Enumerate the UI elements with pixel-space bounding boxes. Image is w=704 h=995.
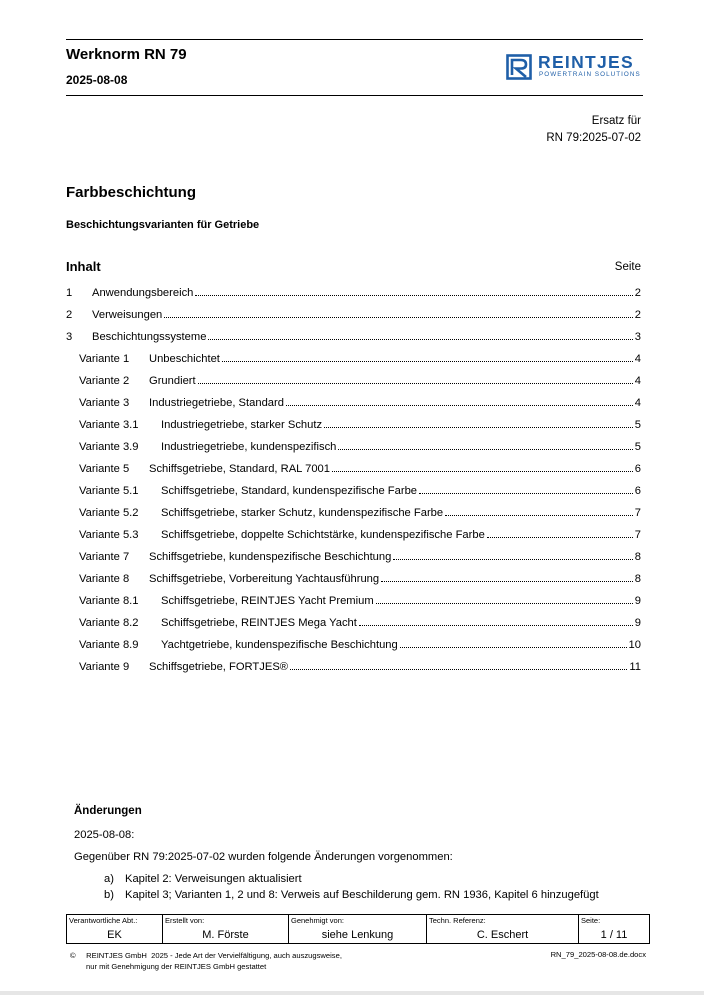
toc-entry-page: 2 <box>634 287 641 299</box>
footer-cell-value: 1 / 11 <box>600 929 628 941</box>
toc-entry-page: 5 <box>634 419 641 431</box>
copyright-notice <box>70 950 342 972</box>
footer-cell-value: siehe Lenkung <box>321 929 394 941</box>
footer-cell-label: Techn. Referenz: <box>429 916 486 925</box>
toc-entry-number: Variante 9 <box>79 661 130 673</box>
footer-cell-page <box>579 915 649 943</box>
replaces-block <box>546 113 641 147</box>
toc-entry-number: Variante 7 <box>79 551 130 563</box>
toc-entry-page: 8 <box>634 551 641 563</box>
toc-entry-label: Industriegetriebe, kundenspezifisch <box>161 441 337 453</box>
change-item <box>104 889 599 901</box>
toc-entry-label: Industriegetriebe, starker Schutz <box>161 419 323 431</box>
toc-entry[interactable] <box>79 505 641 521</box>
toc-entry-page: 3 <box>634 331 641 343</box>
footer-cell-label: Seite: <box>581 916 601 925</box>
toc-entry-number: Variante 8.1 <box>79 595 139 607</box>
toc-entry-label: Anwendungsbereich <box>92 287 194 299</box>
toc-leader-dots <box>445 505 633 516</box>
logo-wordmark: REINTJES <box>538 52 634 72</box>
norm-title: Werknorm RN 79 <box>66 46 187 63</box>
toc-entry[interactable] <box>79 527 641 543</box>
document-filename: RN_79_2025-08-08.de.docx <box>550 950 646 959</box>
toc-entry[interactable] <box>79 659 641 675</box>
toc-entry-number: Variante 5 <box>79 463 130 475</box>
toc-entry-page: 9 <box>634 595 641 607</box>
toc-entry-label: Schiffsgetriebe, Standard, kundenspezifische Farbe <box>161 485 418 497</box>
copyright-line: © REINTJES GmbH 2025 - Jede Art der Vervielfältigung, auch auszugsweise, <box>70 951 342 960</box>
toc-entry-number: 3 <box>66 331 73 343</box>
toc-leader-dots <box>376 593 633 604</box>
toc-entry[interactable] <box>66 307 641 323</box>
toc-entry-label: Unbeschichtet <box>149 353 220 365</box>
page-edge-shadow <box>0 991 704 995</box>
change-item-text: Kapitel 2: Verweisungen aktualisiert <box>125 873 302 885</box>
toc-entry-page: 6 <box>634 485 641 497</box>
changes-date: 2025-08-08: <box>74 829 135 841</box>
replaces-label: Ersatz für <box>591 115 641 127</box>
toc-leader-dots <box>222 351 633 362</box>
toc-entry[interactable] <box>79 615 641 631</box>
toc-entry[interactable] <box>79 593 641 609</box>
toc-entry[interactable] <box>79 373 641 389</box>
toc-entry-label: Schiffsgetriebe, doppelte Schichtstärke, kundenspezifische Farbe <box>161 529 485 541</box>
toc-entry[interactable] <box>66 329 641 345</box>
toc-heading: Inhalt <box>66 259 101 274</box>
toc-leader-dots <box>338 439 632 450</box>
footer-cell-label: Erstellt von: <box>165 916 205 925</box>
document-title: Farbbeschichtung <box>66 184 197 201</box>
change-item <box>104 873 302 885</box>
toc-entry-number: Variante 8 <box>79 573 130 585</box>
toc-leader-dots <box>419 483 633 494</box>
toc-entry-page: 2 <box>634 309 641 321</box>
footer-cell-created-by <box>163 915 289 943</box>
toc-page-column-label: Seite <box>614 261 641 273</box>
toc-leader-dots <box>393 549 632 560</box>
company-logo <box>506 54 646 82</box>
toc-entry-page: 7 <box>634 529 641 541</box>
toc-entry-number: Variante 5.3 <box>79 529 139 541</box>
toc-entry-label: Industriegetriebe, Standard <box>149 397 284 409</box>
toc-entry[interactable] <box>79 571 641 587</box>
toc-entry[interactable] <box>79 417 641 433</box>
change-item-text: Kapitel 3; Varianten 1, 2 und 8: Verweis auf Beschilderung gem. RN 1936, Kapitel 6 hinzugefügt <box>125 889 599 901</box>
toc-entry-page: 4 <box>634 353 641 365</box>
toc-entry-number: Variante 2 <box>79 375 130 387</box>
toc-entry-number: Variante 5.1 <box>79 485 139 497</box>
footer-cell-department <box>67 915 163 943</box>
reintjes-logo-icon <box>506 54 532 80</box>
toc-leader-dots <box>290 659 627 670</box>
toc-entry-page: 10 <box>628 639 641 651</box>
footer-cell-value: M. Förste <box>202 929 249 941</box>
toc-leader-dots <box>198 373 633 384</box>
toc-leader-dots <box>286 395 633 406</box>
document-subtitle: Beschichtungsvarianten für Getriebe <box>66 219 260 231</box>
toc-entry-number: Variante 3.1 <box>79 419 139 431</box>
toc-entry-label: Schiffsgetriebe, Standard, RAL 7001 <box>149 463 330 475</box>
toc-entry-page: 9 <box>634 617 641 629</box>
toc-entry[interactable] <box>79 461 641 477</box>
toc-entry-number: 1 <box>66 287 73 299</box>
toc-leader-dots <box>487 527 633 538</box>
header-bottom-rule <box>66 95 643 96</box>
toc-entry-number: Variante 3 <box>79 397 130 409</box>
change-item-letter: b) <box>104 889 114 901</box>
change-item-letter: a) <box>104 873 114 885</box>
toc-leader-dots <box>400 637 627 648</box>
toc-entry-label: Schiffsgetriebe, Vorbereitung Yachtausführung <box>149 573 380 585</box>
toc-leader-dots <box>359 615 633 626</box>
footer-cell-label: Verantwortliche Abt.: <box>69 916 138 925</box>
copyright-line: nur mit Genehmigung der REINTJES GmbH gestattet <box>86 962 267 971</box>
toc-entry-number: Variante 5.2 <box>79 507 139 519</box>
toc-leader-dots <box>164 307 632 318</box>
toc-entry-number: Variante 8.2 <box>79 617 139 629</box>
toc-leader-dots <box>332 461 633 472</box>
toc-entry-page: 8 <box>634 573 641 585</box>
toc-entry[interactable] <box>79 483 641 499</box>
toc-entry-page: 7 <box>634 507 641 519</box>
toc-entry-page: 6 <box>634 463 641 475</box>
toc-entry-label: Grundiert <box>149 375 196 387</box>
norm-date: 2025-08-08 <box>66 73 128 87</box>
footer-cell-label: Genehmigt von: <box>291 916 344 925</box>
toc-leader-dots <box>208 329 632 340</box>
toc-entry-number: Variante 1 <box>79 353 130 365</box>
footer-cell-tech-reference <box>427 915 579 943</box>
toc-entry[interactable] <box>66 285 641 301</box>
header-top-rule <box>66 39 643 40</box>
toc-entry-number: Variante 8.9 <box>79 639 139 651</box>
footer-cell-value: EK <box>107 929 122 941</box>
toc-entry-label: Yachtgetriebe, kundenspezifische Beschichtung <box>161 639 398 651</box>
toc-entry-page: 4 <box>634 397 641 409</box>
footer-cell-value: C. Eschert <box>476 929 529 941</box>
changes-heading: Änderungen <box>74 805 142 817</box>
toc-entry[interactable] <box>79 549 641 565</box>
changes-intro: Gegenüber RN 79:2025-07-02 wurden folgende Änderungen vorgenommen: <box>74 851 453 863</box>
toc-entry-label: Schiffsgetriebe, REINTJES Yacht Premium <box>161 595 374 607</box>
footer-cell-approved-by <box>289 915 427 943</box>
toc-entry-label: Schiffsgetriebe, FORTJES® <box>149 661 289 673</box>
toc-leader-dots <box>381 571 633 582</box>
toc-leader-dots <box>324 417 633 428</box>
toc-entry-label: Schiffsgetriebe, kundenspezifische Beschichtung <box>149 551 392 563</box>
toc-entry-page: 11 <box>629 661 641 673</box>
toc-entry-page: 5 <box>634 441 641 453</box>
toc-entry-page: 4 <box>634 375 641 387</box>
toc-entry[interactable] <box>79 395 641 411</box>
toc-entry-number: 2 <box>66 309 73 321</box>
toc-entry-label: Beschichtungssysteme <box>92 331 207 343</box>
toc-entry[interactable] <box>79 637 641 653</box>
toc-entry-label: Schiffsgetriebe, starker Schutz, kundenspezifische Farbe <box>161 507 444 519</box>
toc-entry[interactable] <box>79 351 641 367</box>
footer-approval-table <box>66 914 650 944</box>
toc-entry[interactable] <box>79 439 641 455</box>
toc-entry-number: Variante 3.9 <box>79 441 139 453</box>
replaces-reference: RN 79:2025-07-02 <box>546 132 641 144</box>
toc-entry-label: Schiffsgetriebe, REINTJES Mega Yacht <box>161 617 357 629</box>
toc-entry-label: Verweisungen <box>92 309 163 321</box>
logo-tagline: POWERTRAIN SOLUTIONS <box>539 71 641 78</box>
toc-leader-dots <box>195 285 632 296</box>
